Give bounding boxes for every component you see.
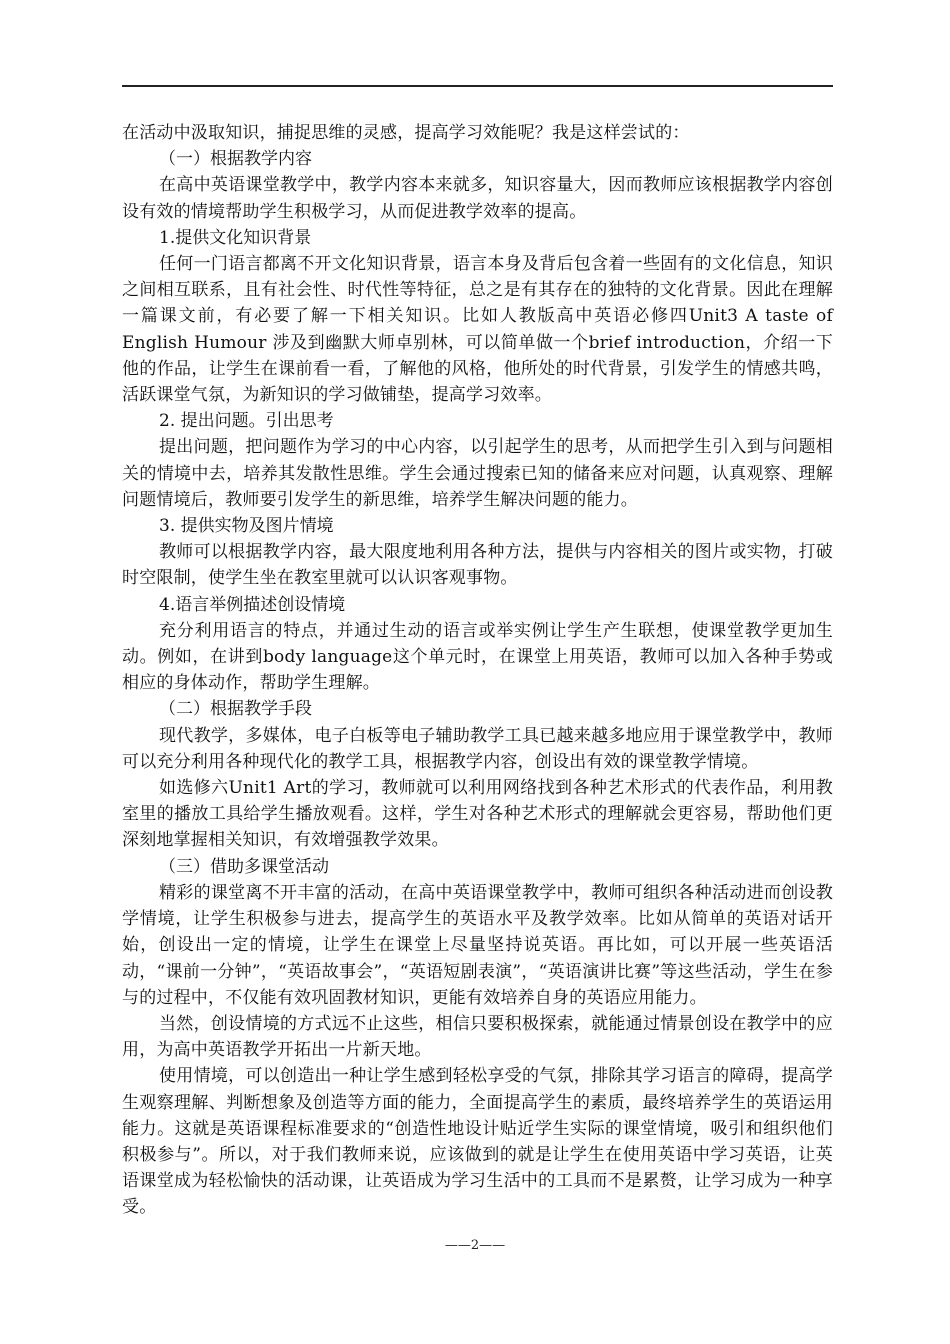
body-paragraph: 充分利用语言的特点，并通过生动的语言或举实例让学生产生联想，使课堂教学更加生动。例如，在讲到body language这个单元时，在课堂上用英语，教师可以加入各种手势或相应的身体动作，帮助学生理解。 (122, 620, 833, 694)
section-heading: （二）根据教学手段 (159, 699, 312, 720)
section-heading: 3. 提供实物及图片情境 (159, 516, 334, 537)
document-body (122, 120, 833, 1221)
body-paragraph: 在活动中汲取知识，捕捉思维的灵感，提高学习效能呢？我是这样尝试的： (122, 123, 690, 143)
body-paragraph: 在高中英语课堂教学中，教学内容本来就多，知识容量大，因而教师应该根据教学内容创设有效的情境帮助学生积极学习，从而促进教学效率的提高。 (122, 175, 833, 222)
page-number: ——2—— (444, 1238, 506, 1253)
body-paragraph: 提出问题，把问题作为学习的中心内容，以引起学生的思考，从而把学生引入到与问题相关的情境中去，培养其发散性思维。学生会通过搜索已知的储备来应对问题，认真观察、理解问题情境后，教师要引发学生的新思维，培养学生解决问题的能力。 (122, 437, 833, 510)
section-heading: （三）借助多课堂活动 (159, 856, 329, 877)
body-paragraph: 使用情境，可以创造出一种让学生感到轻松享受的气氛，排除其学习语言的障碍，提高学生观察理解、判断想象及创造等方面的能力，全面提高学生的素质，最终培养学生的英语运用能力。这就是英语课程标准要求的“创造性地设计贴近学生实际的课堂情境，吸引和组织他们积极参与”。所以，对于我们教师来说，应该做到的就是让学生在使用英语中学习英语，让英语课堂成为轻松愉快的活动课，让英语成为学习生活中的工具而不是累赘，让学习成为一种享受。 (122, 1066, 833, 1218)
body-paragraph: 现代教学，多媒体，电子白板等电子辅助教学工具已越来越多地应用于课堂教学中，教师可以充分利用各种现代化的教学工具，根据教学内容，创设出有效的课堂教学情境。 (122, 725, 833, 772)
body-paragraph: 如选修六Unit1 Art的学习，教师就可以利用网络找到各种艺术形式的代表作品，利用教室里的播放工具给学生播放观看。这样，学生对各种艺术形式的理解就会更容易，帮助他们更深刻地掌握相关知识，有效增强教学效果。 (122, 778, 833, 851)
header-rule (122, 85, 833, 87)
section-heading: （一）根据教学内容 (159, 149, 312, 170)
body-paragraph: 精彩的课堂离不开丰富的活动，在高中英语课堂教学中，教师可组织各种活动进而创设教学情境，让学生积极参与进去，提高学生的英语水平及教学效率。比如从简单的英语对话开始，创设出一定的情境，让学生在课堂上尽量坚持说英语。再比如，可以开展一些英语活动，“课前一分钟”，“英语故事会”，“英语短剧表演”，“英语演讲比赛”等这些活动，学生在参与的过程中，不仅能有效巩固教材知识，更能有效培养自身的英语应用能力。 (122, 882, 833, 1008)
body-paragraph: 任何一门语言都离不开文化知识背景，语言本身及背后包含着一些固有的文化信息，知识之间相互联系，且有社会性、时代性等特征，总之是有其存在的独特的文化背景。因此在理解一篇课文前，有必要了解一下相关知识。比如人教版高中英语必修四Unit3 A taste of English Humour 涉及到幽默大师卓别林，可以简单做一个brief introduction，介绍一下他的作品，让学生在课前看一看，了解他的风格，他所处的时代背景，引发学生的情感共鸣，活跃课堂气氛，为新知识的学习做铺垫，提高学习效率。 (122, 254, 833, 406)
section-heading: 2. 提出问题。引出思考 (159, 411, 334, 432)
section-heading: 4.语言举例描述创设情境 (159, 594, 346, 615)
section-heading: 1.提供文化知识背景 (159, 227, 312, 248)
body-paragraph: 教师可以根据教学内容，最大限度地利用各种方法，提供与内容相关的图片或实物，打破时空限制，使学生坐在教室里就可以认识客观事物。 (122, 542, 833, 589)
body-paragraph: 当然，创设情境的方式远不止这些，相信只要积极探索，就能通过情景创设在教学中的应用，为高中英语教学开拓出一片新天地。 (122, 1013, 833, 1061)
